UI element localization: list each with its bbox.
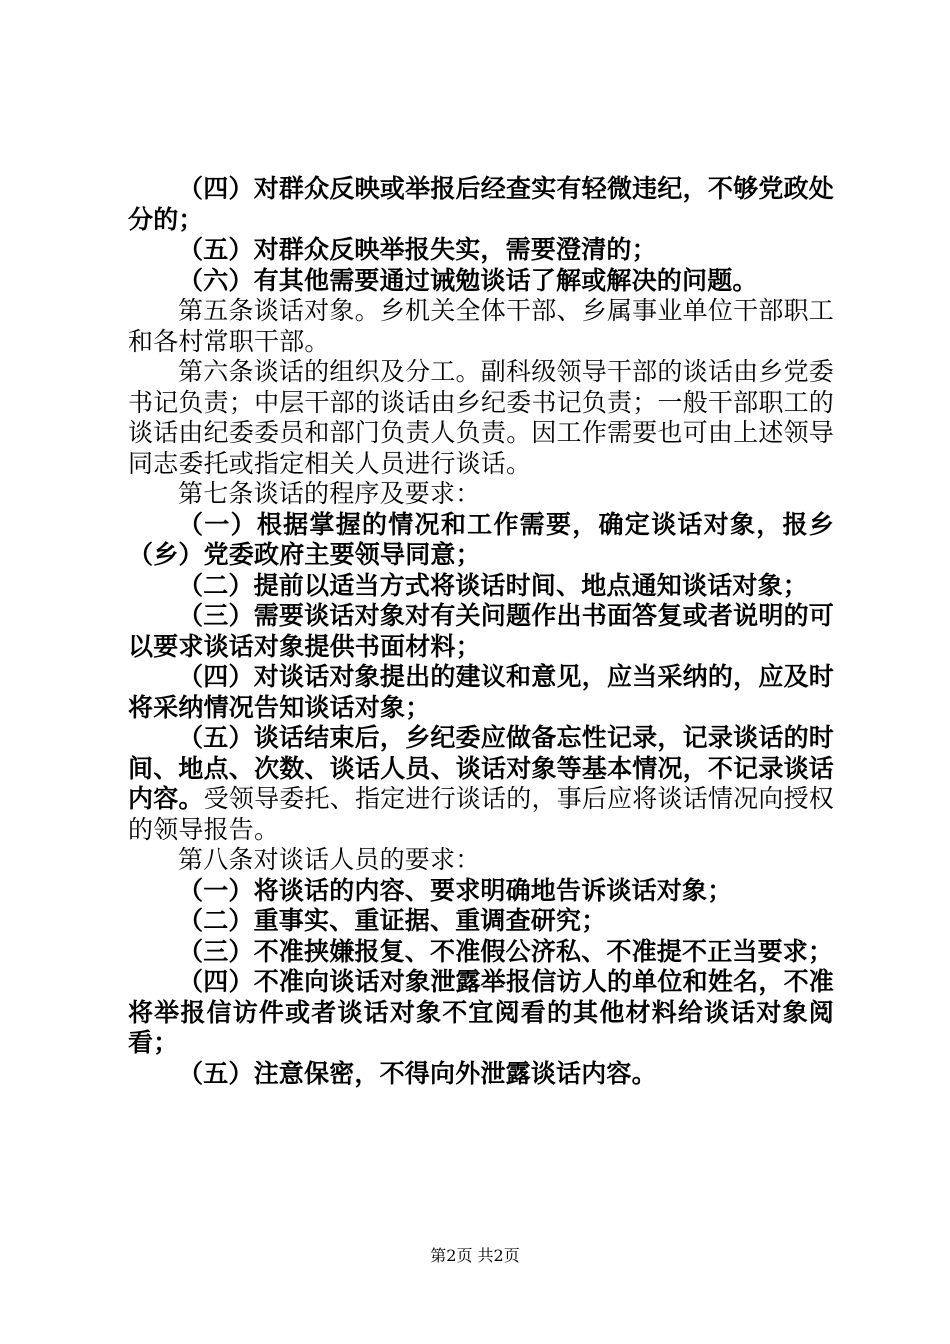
paragraph-text: （四）不准向谈话对象泄露举报信访人的单位和姓名，不准将举报信访件或者谈话对象不宜阅看的其他材料给谈话对象阅看； [128, 967, 834, 1057]
document-body [128, 174, 834, 1089]
paragraph-text: （五）谈话结束后，乡纪委应做备忘性记录，记录谈话的时间、地点、次数、谈话人员、谈话对象等基本情况，不记录谈话内容。 [128, 723, 834, 813]
article-5 [128, 296, 834, 357]
article-7-heading [128, 479, 834, 510]
requirement-item-4 [128, 967, 834, 1059]
article-8-heading [128, 845, 834, 876]
paragraph-text: （四）对谈话对象提出的建议和意见，应当采纳的，应及时将采纳情况告知谈话对象； [128, 662, 834, 722]
paragraph-item-4 [128, 174, 834, 235]
paragraph-text: （六）有其他需要通过诫勉谈话了解或解决的问题。 [178, 265, 758, 295]
requirement-item-3 [128, 937, 834, 968]
paragraph-text: （四）对群众反映或举报后经查实有轻微违纪，不够党政处分的； [128, 174, 834, 234]
paragraph-text: 第七条谈话的程序及要求： [178, 479, 481, 508]
article-6 [128, 357, 834, 479]
requirement-item-2 [128, 906, 834, 937]
paragraph-text: 第六条谈话的组织及分工。副科级领导干部的谈话由乡党委书记负责；中层干部的谈话由乡纪委书记负责；一般干部职工的谈话由纪委委员和部门负责人负责。因工作需要也可由上述领导同志委托或指定相关人员进行谈话。 [128, 357, 834, 478]
paragraph-text: （二）提前以适当方式将谈话时间、地点通知谈话对象； [178, 570, 809, 600]
paragraph-text: 第五条谈话对象。乡机关全体干部、乡属事业单位干部职工和各村常职干部。 [128, 296, 834, 356]
paragraph-text: （五）对群众反映举报失实，需要澄清的； [178, 235, 657, 264]
procedure-item-5 [128, 723, 834, 845]
procedure-item-1 [128, 510, 834, 571]
paragraph-item-6 [128, 266, 834, 297]
procedure-item-2 [128, 571, 834, 602]
page-number: 第2页 共2页 [430, 1246, 520, 1265]
page-footer [0, 1243, 950, 1266]
paragraph-text: （二）重事实、重证据、重调查研究； [178, 906, 607, 935]
paragraph-text: （五）注意保密，不得向外泄露谈话内容。 [178, 1058, 657, 1088]
paragraph-text: （三）需要谈话对象对有关问题作出书面答复或者说明的可以要求谈话对象提供书面材料； [128, 601, 834, 661]
paragraph-text-continued: 受领导委托、指定进行谈话的，事后应将谈话情况向授权的领导报告。 [128, 784, 834, 844]
paragraph-text: （一）根据掌握的情况和工作需要，确定谈话对象，报乡（乡）党委政府主要领导同意； [128, 509, 834, 569]
paragraph-text: （三）不准挟嫌报复、不准假公济私、不准提不正当要求； [178, 936, 834, 966]
paragraph-text: 第八条对谈话人员的要求： [178, 845, 481, 874]
paragraph-item-5 [128, 235, 834, 266]
procedure-item-4 [128, 662, 834, 723]
requirement-item-5 [128, 1059, 834, 1090]
procedure-item-3 [128, 601, 834, 662]
requirement-item-1 [128, 876, 834, 907]
paragraph-text: （一）将谈话的内容、要求明确地告诉谈话对象； [178, 875, 733, 905]
